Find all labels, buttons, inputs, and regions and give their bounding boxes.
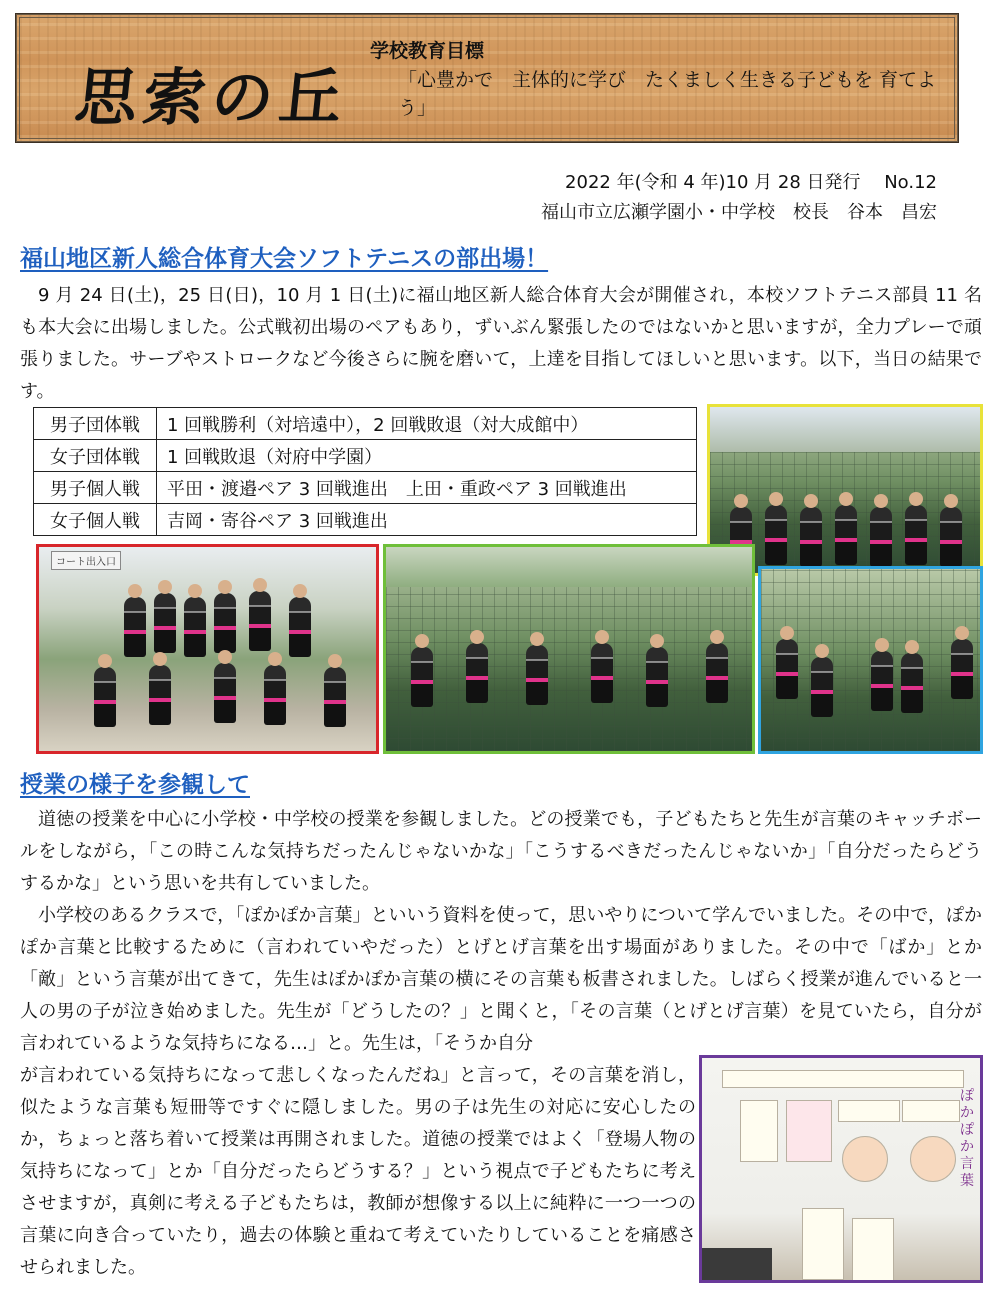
- issue-date: 2022 年(令和 4 年)10 月 28 日発行 No.12: [565, 172, 937, 193]
- result-value: 吉岡・寄谷ペア 3 回戦進出: [157, 504, 697, 536]
- issue-school: 福山市立広瀬学園小・中学校 校長 谷本 昌宏: [541, 202, 937, 223]
- section-title-tennis: 福山地区新人総合体育大会ソフトテニスの部出場！: [20, 246, 549, 272]
- result-category: 男子個人戦: [34, 472, 157, 504]
- result-value: 平田・渡邉ペア 3 回戦進出 上田・重政ペア 3 回戦進出: [157, 472, 697, 504]
- class-paragraph-1: 道徳の授業を中心に小学校・中学校の授業を参観しました。どの授業でも，子どもたちと先生が言葉のキャッチボールをしながら，「この時こんな気持ちだったんじゃないかな」「こうするべきだったんじゃないか」「自分だったらどうするかな」という思いを共有していました。: [20, 809, 982, 894]
- result-value: 1 回戦敗退（対府中学園）: [157, 440, 697, 472]
- education-goal-title: 学校教育目標: [370, 40, 485, 62]
- photo-classroom-board: [699, 1055, 983, 1283]
- result-category: 男子団体戦: [34, 408, 157, 440]
- class-paragraph-3: が言われている気持ちになって悲しくなったんだね」と言って，その言葉を消し，似たような言葉も短冊等ですぐに隠しました。男の子は先生の対応に安心したのか，ちょっと落ち着いて授業は再開されました。道徳の授業ではよく「登場人物の気持ちになって」とか「自分だったらどうする？」という視点で子どもたちに考えさせますが，真剣に考える子どもたちは，教師が想像する以上に純粋に一つ一つの言葉に向き合っていたり，過去の体験と重ねて考えていたりしていることを痛感させられました。: [20, 1065, 696, 1278]
- result-category: 女子個人戦: [34, 504, 157, 536]
- tennis-paragraph: 9 月 24 日(土)，25 日(日)，10 月 1 日(土)に福山地区新人総合体育大会が開催され，本校ソフトテニス部員 11 名も本大会に出場しました。公式戦初出場のペアもあり，ずいぶん緊張したのではないかと思いますが，全力プレーで頑張りました。サーブやストロークなど今後さらに腕を磨いて，上達を目指してほしいと思います。以下，当日の結果です。: [20, 285, 982, 402]
- photo-team-group: [36, 544, 379, 754]
- header-banner: [16, 14, 958, 142]
- newsletter-logo: 思索の丘: [71, 61, 352, 134]
- issue-info: [541, 168, 937, 228]
- photo-match-play: [758, 566, 983, 754]
- table-row: [34, 472, 697, 504]
- results-table: [33, 407, 697, 536]
- class-paragraph-2: 小学校のあるクラスで，「ぽかぽか言葉」といいう資料を使って，思いやりについて学んでいました。その中で，ぽかぽか言葉と比較するために（言われていやだった）とげとげ言葉を出す場面がありました。その中で「ばか」とか「敵」という言葉が出てきて，先生はぽかぽか言葉の横にその言葉も板書されました。しばらく授業が進んでいると一人の男の子が泣き始めました。先生が「どうしたの？」と聞くと，「その言葉（とげとげ言葉）を見ていたら，自分が言われているような気持ちになる…」と。先生は，「そうか自分: [20, 905, 982, 1054]
- education-goal-text: 「心豊かで 主体的に学び たくましく生きる子どもを 育てよう」: [398, 69, 937, 119]
- board-label: ぽかぽか言葉: [960, 1088, 974, 1189]
- section-title-class-observation: 授業の様子を参観して: [20, 772, 250, 798]
- result-value: 1 回戦勝利（対培遠中），2 回戦敗退（対大成館中）: [157, 408, 697, 440]
- table-row: [34, 408, 697, 440]
- table-row: [34, 504, 697, 536]
- table-row: [34, 440, 697, 472]
- result-category: 女子団体戦: [34, 440, 157, 472]
- photo-girls-team: [383, 544, 755, 754]
- court-entrance-sign: コート出入口: [51, 551, 121, 570]
